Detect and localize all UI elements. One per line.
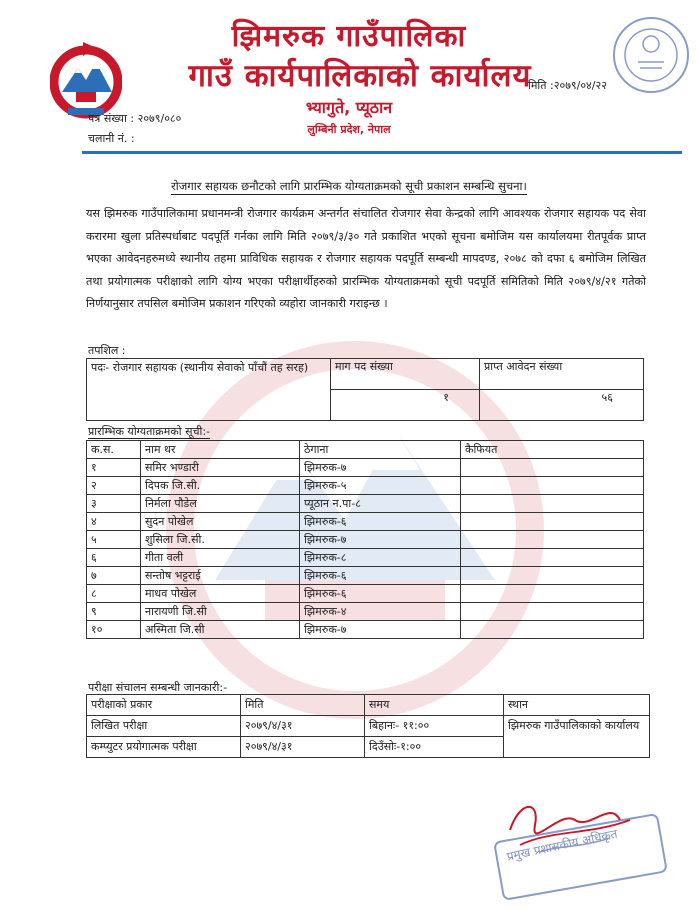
table-row xyxy=(87,567,644,585)
serial-cell: ६ xyxy=(87,549,141,567)
address-cell: झिमरुक-५ xyxy=(300,477,461,495)
merit-list-table xyxy=(86,440,644,639)
col-header: समय xyxy=(365,695,504,716)
table-header-row xyxy=(87,695,650,716)
serial-cell: ७ xyxy=(87,567,141,585)
remarks-cell xyxy=(461,495,644,513)
col-header: कैफियत xyxy=(461,441,644,459)
table-row xyxy=(87,716,650,737)
remarks-cell xyxy=(461,567,644,585)
remarks-cell xyxy=(461,549,644,567)
table-row xyxy=(87,621,644,639)
col-header: क.स. xyxy=(87,441,141,459)
venue-cell: झिमरुक गाउँपालिकाको कार्यालय xyxy=(504,716,650,758)
merit-list-title: प्रारम्भिक योग्यताक्रमको सूची:- xyxy=(88,425,211,438)
col-header: परीक्षाको प्रकार xyxy=(87,695,241,716)
signature-title: प्रमुख प्रशासकीय अधिकृत xyxy=(505,826,619,864)
name-cell: दिपक जि.सी. xyxy=(141,477,300,495)
exam-time-cell: बिहानः- ११:०० xyxy=(365,716,504,737)
serial-cell: २ xyxy=(87,477,141,495)
col-header: स्थान xyxy=(504,695,650,716)
col-header: ठेगाना xyxy=(300,441,461,459)
header-divider xyxy=(82,151,682,154)
name-cell: गीता वली xyxy=(141,549,300,567)
table-row xyxy=(87,495,644,513)
address-cell: झिमरुक-७ xyxy=(300,459,461,477)
table-row xyxy=(87,603,644,621)
col-header: नाम थर xyxy=(141,441,300,459)
name-cell: माधव पोखेल xyxy=(141,585,300,603)
remarks-cell xyxy=(461,603,644,621)
remarks-cell xyxy=(461,621,644,639)
post-table xyxy=(86,358,644,421)
serial-cell: ४ xyxy=(87,513,141,531)
exam-type-cell: लिखित परीक्षा xyxy=(87,716,241,737)
serial-cell: १ xyxy=(87,459,141,477)
remarks-cell xyxy=(461,585,644,603)
office-name: गाउँ कार्यपालिकाको कार्यालय xyxy=(188,58,532,94)
name-cell: सन्तोष भट्टराई xyxy=(141,567,300,585)
address-cell: झिमरुक-७ xyxy=(300,621,461,639)
tapsil-label: तपशिल : xyxy=(88,344,126,357)
post-cell: पदः- रोजगार सहायक (स्थानीय सेवाको पाँचौं तह सरह) xyxy=(87,359,331,421)
remarks-cell xyxy=(461,459,644,477)
demand-value-cell: १ xyxy=(331,390,480,421)
exam-date-cell: २०७९/४/३१ xyxy=(241,737,365,758)
serial-cell: ८ xyxy=(87,585,141,603)
table-header-row xyxy=(87,441,644,459)
serial-cell: ५ xyxy=(87,531,141,549)
notice-body: यस झिमरुक गाउँपालिकामा प्रधानमन्त्री रोजगार कार्यक्रम अन्तर्गत संचालित रोजगार सेवा केन्द्रको लागि आवश्यक रोजगार सहायक पद सेवा करारमा खुला प्रतिस्पर्धाबाट पदपूर्ति गर्नका लागि मिति २०७९/३/३० गते प्रकाशित भएको सूचना बमोजिम यस कार्यालयमा रीतपूर्वक प्राप्त भएका आवेदनहरुमध्ये स्थानीय तहमा प्राविधिक सहायक र रोजगार सहायक पदपूर्ति सम्बन्धी मापदण्ड, २०७८ को दफा ६ बमोजिम लिखित तथा प्रयोगात्मक परीक्षाको लागि योग्य भएका परीक्षार्थीहरुको प्रारम्भिक योग्यताक्रमको सूची पदपूर्ति समितिको मिति २०७९/४/२१ गतेको निर्णयानुसार तपसिल बमोजिम प्रकाशन गरिएको व्यहोरा जानकारी गराइन्छ । xyxy=(86,207,646,311)
name-cell: सुदन पोखेल xyxy=(141,513,300,531)
address-cell: झिमरुक-६ xyxy=(300,513,461,531)
office-stamp xyxy=(610,14,692,96)
address-cell: झिमरुक-६ xyxy=(300,567,461,585)
dispatch-number: चलानी नं. : xyxy=(88,132,135,145)
office-location: भ्यागुते, प्यूठान xyxy=(305,98,393,117)
serial-cell: ३ xyxy=(87,495,141,513)
exam-table xyxy=(86,694,650,758)
serial-cell: ९ xyxy=(87,603,141,621)
serial-cell: १० xyxy=(87,621,141,639)
received-label-cell: प्राप्त आवेदन संख्या xyxy=(480,359,644,390)
exam-type-cell: कम्प्युटर प्रयोगात्मक परीक्षा xyxy=(87,737,241,758)
address-cell: प्यूठान न.पा-८ xyxy=(300,495,461,513)
name-cell: अस्मिता जि.सी xyxy=(141,621,300,639)
reference-number: पत्र संख्या : २०७९/०८० xyxy=(88,112,182,125)
address-cell: झिमरुक-८ xyxy=(300,549,461,567)
name-cell: निर्मला पौडेल xyxy=(141,495,300,513)
col-header: मिति xyxy=(241,695,365,716)
received-value-cell: ५६ xyxy=(480,390,644,421)
demand-label-cell: माग पद संख्या xyxy=(331,359,480,390)
address-cell: झिमरुक-४ xyxy=(300,603,461,621)
table-row xyxy=(87,513,644,531)
exam-date-cell: २०७९/४/३१ xyxy=(241,716,365,737)
name-cell: समिर भण्डारी xyxy=(141,459,300,477)
address-cell: झिमरुक-६ xyxy=(300,585,461,603)
municipality-name: झिमरुक गाउँपालिका xyxy=(231,19,467,54)
table-row xyxy=(87,459,644,477)
remarks-cell xyxy=(461,531,644,549)
remarks-cell xyxy=(461,477,644,495)
province-country: लुम्बिनी प्रदेश, नेपाल xyxy=(307,123,391,136)
table-row xyxy=(87,531,644,549)
exam-info-title: परीक्षा संचालन सम्बन्धी जानकारी:- xyxy=(88,681,228,694)
address-cell: झिमरुक-७ xyxy=(300,531,461,549)
exam-time-cell: दिउँसोः-१:०० xyxy=(365,737,504,758)
remarks-cell xyxy=(461,513,644,531)
name-cell: नारायणी जि.सी xyxy=(141,603,300,621)
letter-date: मिति :२०७९/०४/२२ xyxy=(528,79,607,92)
notice-subject: रोजगार सहायक छनौटको लागि प्रारम्भिक योग्यताक्रमको सूची प्रकाशन सम्बन्धि सुचना। xyxy=(171,179,527,193)
table-row xyxy=(87,477,644,495)
name-cell: शुसिला जि.सी. xyxy=(141,531,300,549)
table-row xyxy=(87,549,644,567)
table-row xyxy=(87,585,644,603)
